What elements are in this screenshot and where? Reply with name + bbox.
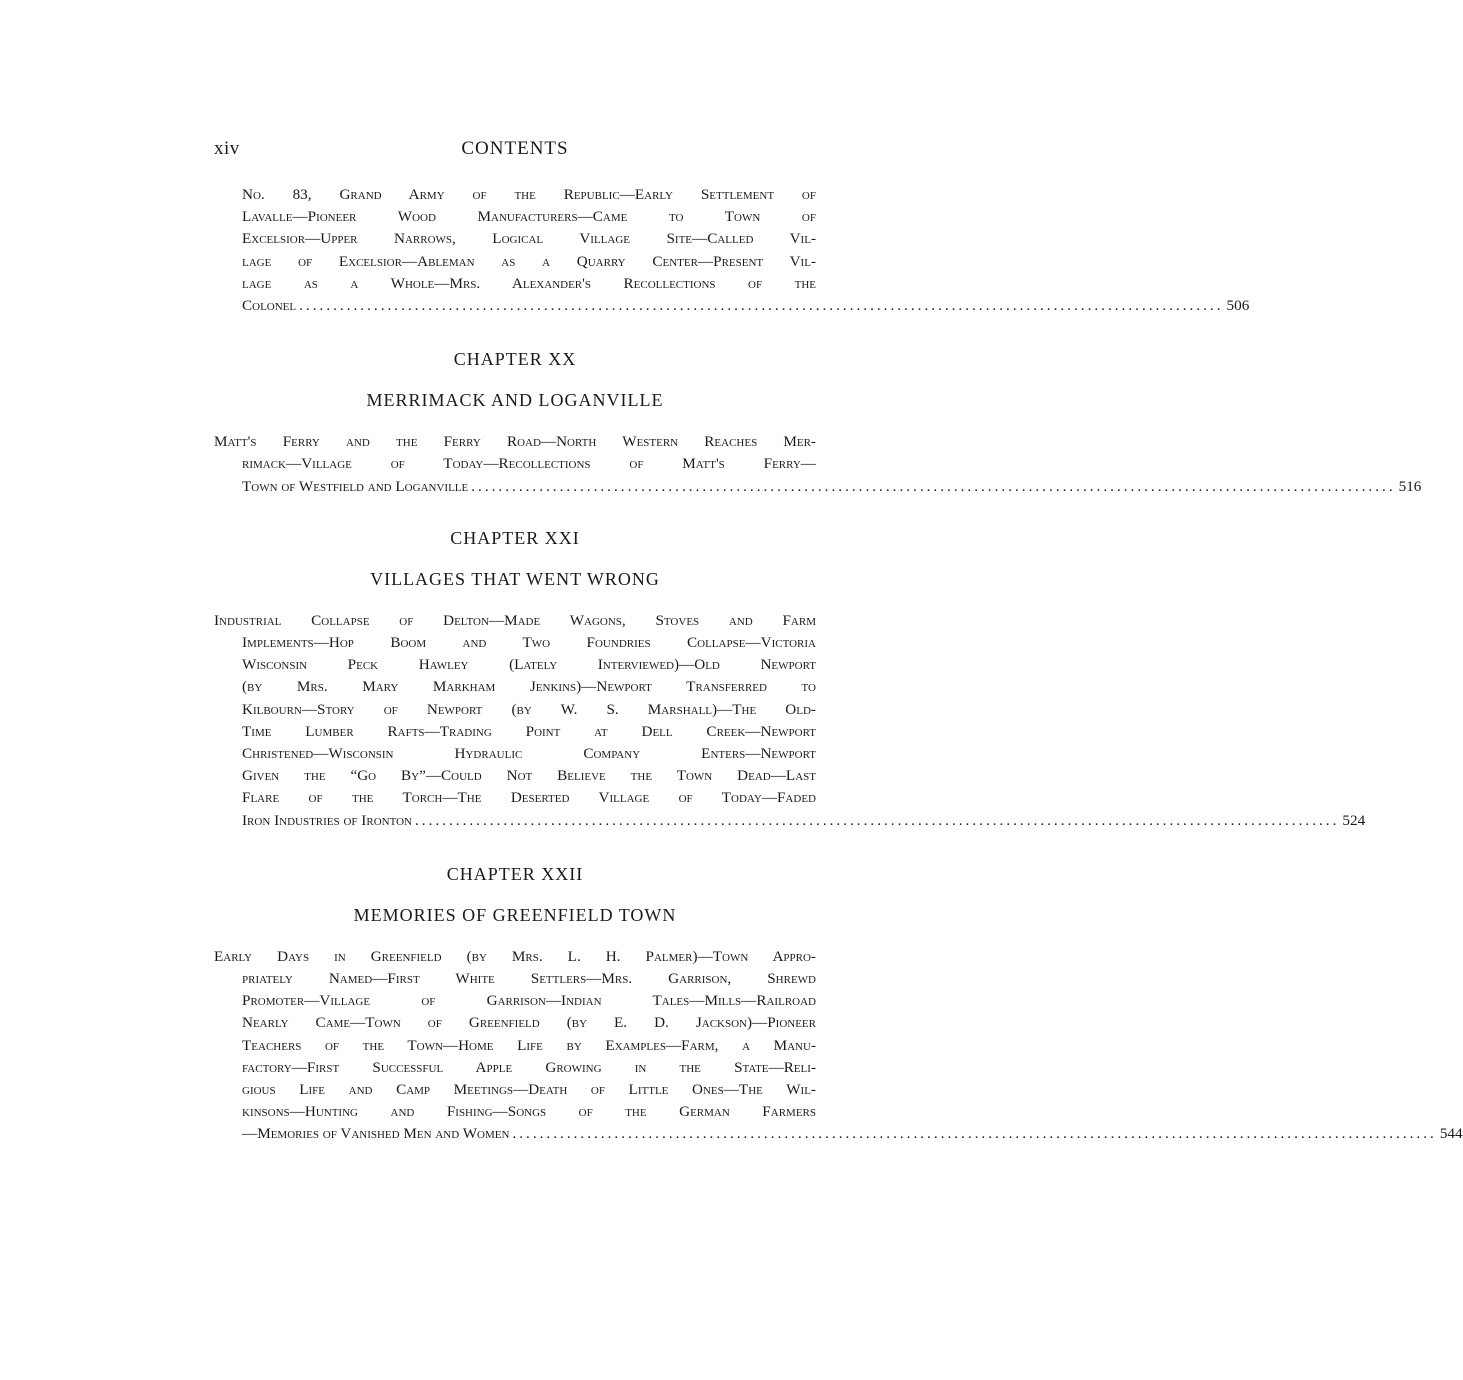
dot-leader: ........................................................................................................................................ (471, 477, 1396, 495)
toc-entry (214, 610, 1366, 832)
entry-line: Promoter—Village of Garrison—Indian Tales—Mills—Railroad (242, 992, 816, 1010)
entry-line: Time Lumber Rafts—Trading Point at Dell Creek—Newport (242, 722, 816, 740)
page-number: 544 (1439, 1125, 1463, 1143)
entry-line: Matt's Ferry and the Ferry Road—North Western Reaches Mer- (214, 433, 816, 451)
page-number: 524 (1342, 811, 1366, 829)
toc-entry-continued (214, 184, 1250, 317)
entry-tail-text: Colonel (242, 297, 297, 315)
entry-tail-text: —Memories of Vanished Men and Women (242, 1125, 510, 1143)
entry-last-line (214, 810, 1366, 832)
dot-leader: ........................................................................................................................................ (299, 297, 1224, 315)
entry-line: Excelsior—Upper Narrows, Logical Village Site—Called Vil- (242, 230, 816, 248)
entry-line: Given the “Go By”—Could Not Believe the Town Dead—Last (242, 767, 816, 785)
entry-line: rimack—Village of Today—Recollections of Matt's Ferry— (242, 455, 816, 473)
dot-leader: ........................................................................................................................................ (512, 1125, 1437, 1143)
entry-last-line (214, 476, 1422, 498)
entry-line: Early Days in Greenfield (by Mrs. L. H. Palmer)—Town Appro- (214, 947, 816, 965)
chapter-title: VILLAGES THAT WENT WRONG (370, 568, 660, 589)
running-head (214, 138, 816, 166)
entry-line: No. 83, Grand Army of the Republic—Early Settlement of (242, 186, 816, 203)
entry-line: Wisconsin Peck Hawley (Lately Interviewed)—Old Newport (242, 656, 816, 674)
entry-tail-text: Town of Westfield and Loganville (242, 477, 469, 495)
entry-last-line (214, 295, 1250, 317)
entry-line: Flare of the Torch—The Deserted Village of Today—Faded (242, 789, 816, 807)
entry-line: priately Named—First White Settlers—Mrs. Garrison, Shrewd (242, 970, 816, 988)
page-number: 516 (1398, 477, 1422, 495)
page-number: 506 (1226, 297, 1250, 315)
entry-line: Lavalle—Pioneer Wood Manufacturers—Came to Town of (242, 208, 816, 226)
chapter-heading: CHAPTER XXII (446, 863, 584, 884)
entry-line: Kilbourn—Story of Newport (by W. S. Marshall)—The Old- (242, 700, 816, 718)
page-folio: xiv (214, 138, 240, 159)
dot-leader: ........................................................................................................................................ (415, 811, 1340, 829)
entry-line: Implements—Hop Boom and Two Foundries Collapse—Victoria (242, 634, 816, 652)
toc-entry (214, 431, 1422, 498)
running-head-title: CONTENTS (461, 138, 569, 159)
entry-line: Industrial Collapse of Delton—Made Wagons, Stoves and Farm (214, 611, 816, 629)
entry-line: Nearly Came—Town of Greenfield (by E. D. Jackson)—Pioneer (242, 1014, 816, 1032)
entry-tail-text: Iron Industries of Ironton (242, 811, 412, 829)
entry-line: lage as a Whole—Mrs. Alexander's Recollections of the (242, 274, 816, 292)
entry-line: gious Life and Camp Meetings—Death of Little Ones—The Wil- (242, 1081, 816, 1099)
contents-page (214, 138, 1463, 1146)
chapter-title: MEMORIES OF GREENFIELD TOWN (353, 904, 677, 925)
entry-line: Teachers of the Town—Home Life by Examples—Farm, a Manu- (242, 1036, 816, 1054)
entry-line: factory—First Successful Apple Growing in the State—Reli- (242, 1058, 816, 1076)
chapter-heading: CHAPTER XXI (450, 527, 580, 548)
entry-line: kinsons—Hunting and Fishing—Songs of the German Farmers (242, 1103, 816, 1121)
entry-last-line (214, 1123, 1463, 1145)
entry-line: (by Mrs. Mary Markham Jenkins)—Newport Transferred to (242, 678, 816, 696)
entry-line: lage of Excelsior—Ableman as a Quarry Center—Present Vil- (242, 252, 816, 270)
chapter-title: MERRIMACK AND LOGANVILLE (366, 390, 664, 411)
toc-entry (214, 946, 1463, 1146)
chapter-heading: CHAPTER XX (453, 349, 577, 370)
entry-line: Christened—Wisconsin Hydraulic Company Enters—Newport (242, 745, 816, 763)
